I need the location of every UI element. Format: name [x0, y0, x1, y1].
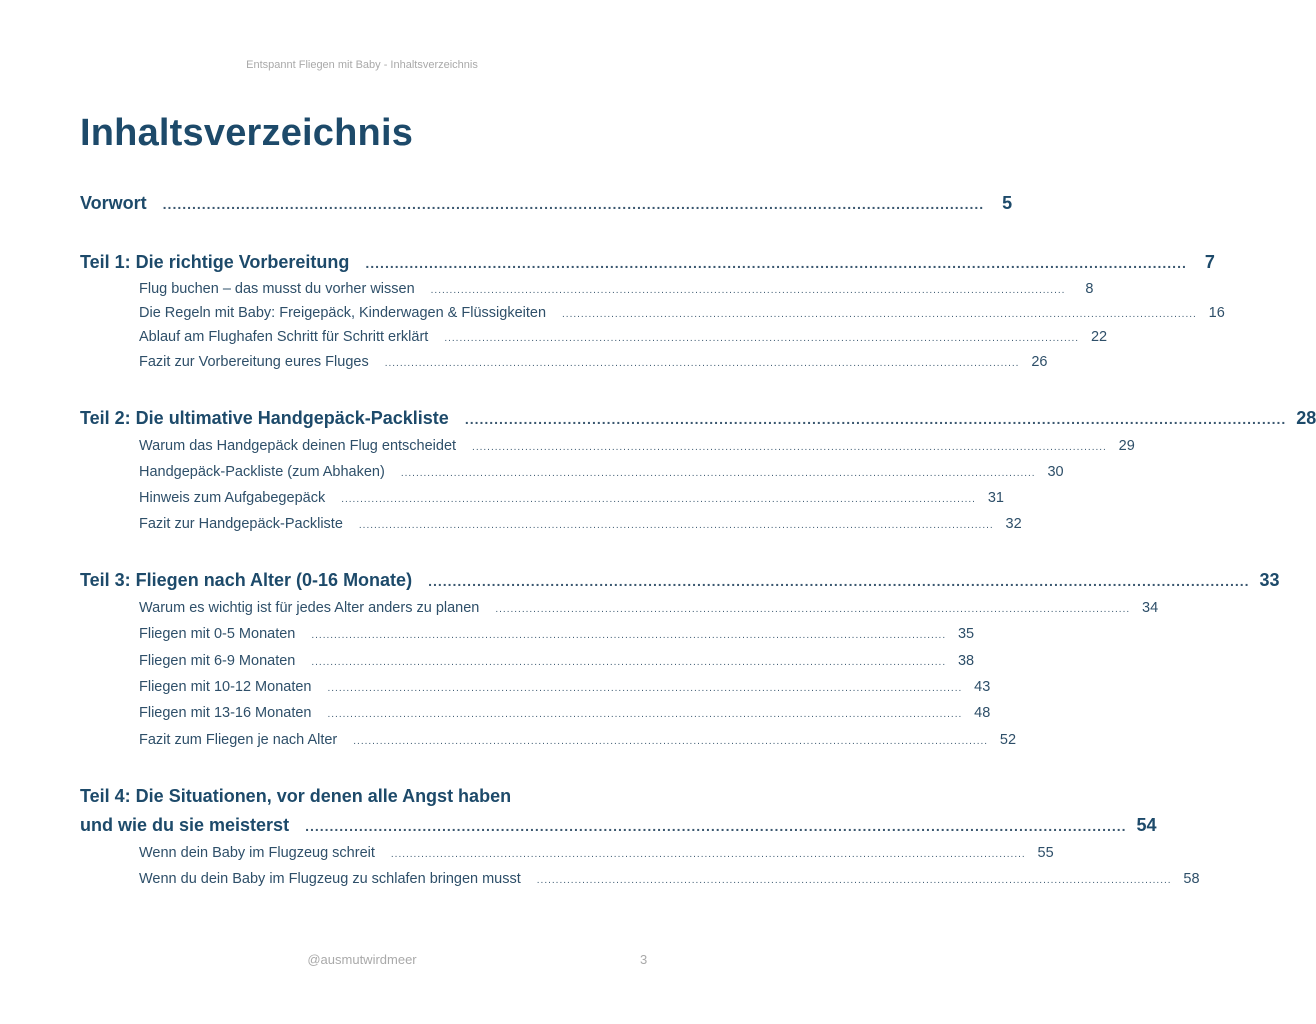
toc-subentry-page: 55	[1037, 845, 1054, 861]
toc-subentry-label: Die Regeln mit Baby: Freigepäck, Kinderwagen & Flüssigkeiten	[139, 305, 547, 321]
toc-subentry-page: 48	[974, 705, 991, 721]
toc-subentry-label: Flug buchen – das musst du vorher wissen	[139, 281, 415, 297]
toc-section-teil-2[interactable]	[80, 408, 1316, 429]
toc-subentry[interactable]	[139, 281, 1094, 297]
toc-subentry-page: 30	[1047, 464, 1064, 480]
toc-subentry-page: 35	[957, 626, 975, 642]
toc-section-label: Teil 3: Fliegen nach Alter (0-16 Monate)	[80, 570, 413, 590]
toc-section-label: und wie du sie meisterst	[80, 815, 290, 835]
toc-subentry[interactable]	[139, 490, 1004, 506]
dot-leader: ........................................................................................................................................................................	[390, 849, 1026, 860]
toc-section-page: 33	[1259, 570, 1280, 590]
toc-subentry-page: 29	[1118, 438, 1135, 454]
toc-entry-page: 5	[1002, 193, 1013, 213]
dot-leader: ........................................................................................................................................................................	[562, 309, 1197, 320]
dot-leader: ........................................................................................................................................................................	[444, 333, 1080, 344]
toc-section-page: 7	[1204, 252, 1215, 272]
toc-subentry-label: Fliegen mit 10-12 Monaten	[139, 679, 312, 695]
dot-leader: ........................................................................................................................................................................	[430, 285, 1066, 296]
toc-section-teil-3[interactable]	[80, 570, 1280, 591]
toc-subentry[interactable]	[139, 516, 1022, 532]
dot-leader: ........................................................................................................................................................................	[341, 494, 976, 505]
toc-subentry-page: 8	[1085, 281, 1094, 297]
dot-leader: ........................................................................................................................................................................	[428, 573, 1250, 589]
toc-subentry-page: 32	[1005, 516, 1022, 532]
dot-leader: ........................................................................................................................................................................	[365, 255, 1187, 271]
toc-subentry-page: 16	[1208, 305, 1225, 321]
toc-subentry-page: 26	[1031, 354, 1048, 370]
dot-leader: ........................................................................................................................................................................	[162, 196, 985, 212]
dot-leader: ........................................................................................................................................................................	[464, 411, 1287, 427]
toc-subentry[interactable]	[139, 653, 975, 669]
dot-leader: ........................................................................................................................................................................	[472, 442, 1107, 453]
toc-subentry[interactable]	[139, 705, 991, 721]
toc-entry-vorwort[interactable]	[80, 193, 1013, 214]
toc-subentry-label: Fliegen mit 6-9 Monaten	[139, 653, 296, 669]
toc-subentry[interactable]	[139, 679, 991, 695]
toc-subentry[interactable]	[139, 845, 1054, 861]
toc-subentry-label: Wenn du dein Baby im Flugzeug zu schlafen bringen musst	[139, 871, 521, 887]
dot-leader: ........................................................................................................................................................................	[536, 875, 1172, 886]
toc-subentry-page: 31	[987, 490, 1004, 506]
toc-subentry-label: Hinweis zum Aufgabegepäck	[139, 490, 326, 506]
toc-subentry[interactable]	[139, 464, 1064, 480]
footer-page-number: 3	[640, 952, 648, 967]
dot-leader: ........................................................................................................................................................................	[358, 520, 994, 531]
toc-subentry-page: 52	[999, 732, 1017, 748]
running-head: Entspannt Fliegen mit Baby - Inhaltsverzeichnis	[246, 59, 478, 71]
toc-section-page: 54	[1136, 815, 1157, 835]
page-title: Inhaltsverzeichnis	[80, 112, 414, 154]
toc-subentry-page: 22	[1090, 329, 1108, 345]
toc-section-teil-4[interactable]	[80, 815, 1157, 836]
toc-subentry-label: Fazit zur Vorbereitung eures Fluges	[139, 354, 369, 370]
toc-subentry-label: Ablauf am Flughafen Schritt für Schritt erklärt	[139, 329, 429, 345]
toc-subentry-page: 58	[1183, 871, 1200, 887]
toc-subentry[interactable]	[139, 305, 1225, 321]
toc-subentry-label: Fliegen mit 0-5 Monaten	[139, 626, 296, 642]
toc-subentry-label: Warum es wichtig ist für jedes Alter anders zu planen	[139, 600, 480, 616]
footer-handle: @ausmutwirdmeer	[307, 952, 417, 967]
toc-section-label: Teil 2: Die ultimative Handgepäck-Packliste	[80, 408, 449, 428]
dot-leader: ........................................................................................................................................................................	[327, 683, 963, 694]
toc-subentry[interactable]	[139, 438, 1135, 454]
dot-leader: ........................................................................................................................................................................	[495, 604, 1131, 615]
toc-subentry[interactable]	[139, 329, 1108, 345]
toc-section-teil-1[interactable]	[80, 252, 1215, 273]
toc-subentry-page: 38	[957, 653, 975, 669]
toc-subentry-page: 34	[1142, 600, 1159, 616]
dot-leader: ........................................................................................................................................................................	[384, 358, 1020, 369]
toc-subentry[interactable]	[139, 600, 1159, 616]
toc-entry-label: Vorwort	[80, 193, 147, 213]
toc-section-page: 28	[1296, 408, 1316, 428]
toc-subentry[interactable]	[139, 354, 1048, 370]
toc-subentry[interactable]	[139, 732, 1017, 748]
toc-section-teil-4-line-1[interactable]: Teil 4: Die Situationen, vor denen alle Angst haben	[80, 786, 512, 806]
dot-leader: ........................................................................................................................................................................	[327, 709, 963, 720]
toc-subentry-label: Warum das Handgepäck deinen Flug entscheidet	[139, 438, 457, 454]
dot-leader: ........................................................................................................................................................................	[311, 630, 947, 641]
toc-subentry-label: Fliegen mit 13-16 Monaten	[139, 705, 312, 721]
toc-subentry-label: Fazit zur Handgepäck-Packliste	[139, 516, 343, 532]
toc-subentry-label: Fazit zum Fliegen je nach Alter	[139, 732, 338, 748]
dot-leader: ........................................................................................................................................................................	[400, 468, 1036, 479]
dot-leader: ........................................................................................................................................................................	[311, 657, 947, 668]
toc-subentry-label: Handgepäck-Packliste (zum Abhaken)	[139, 464, 385, 480]
toc-section-label: Teil 1: Die richtige Vorbereitung	[80, 252, 350, 272]
toc-subentry[interactable]	[139, 626, 975, 642]
dot-leader: ........................................................................................................................................................................	[305, 818, 1127, 834]
toc-subentry[interactable]	[139, 871, 1200, 887]
toc-subentry-page: 43	[974, 679, 991, 695]
dot-leader: ........................................................................................................................................................................	[353, 736, 989, 747]
toc-subentry-label: Wenn dein Baby im Flugzeug schreit	[139, 845, 375, 861]
